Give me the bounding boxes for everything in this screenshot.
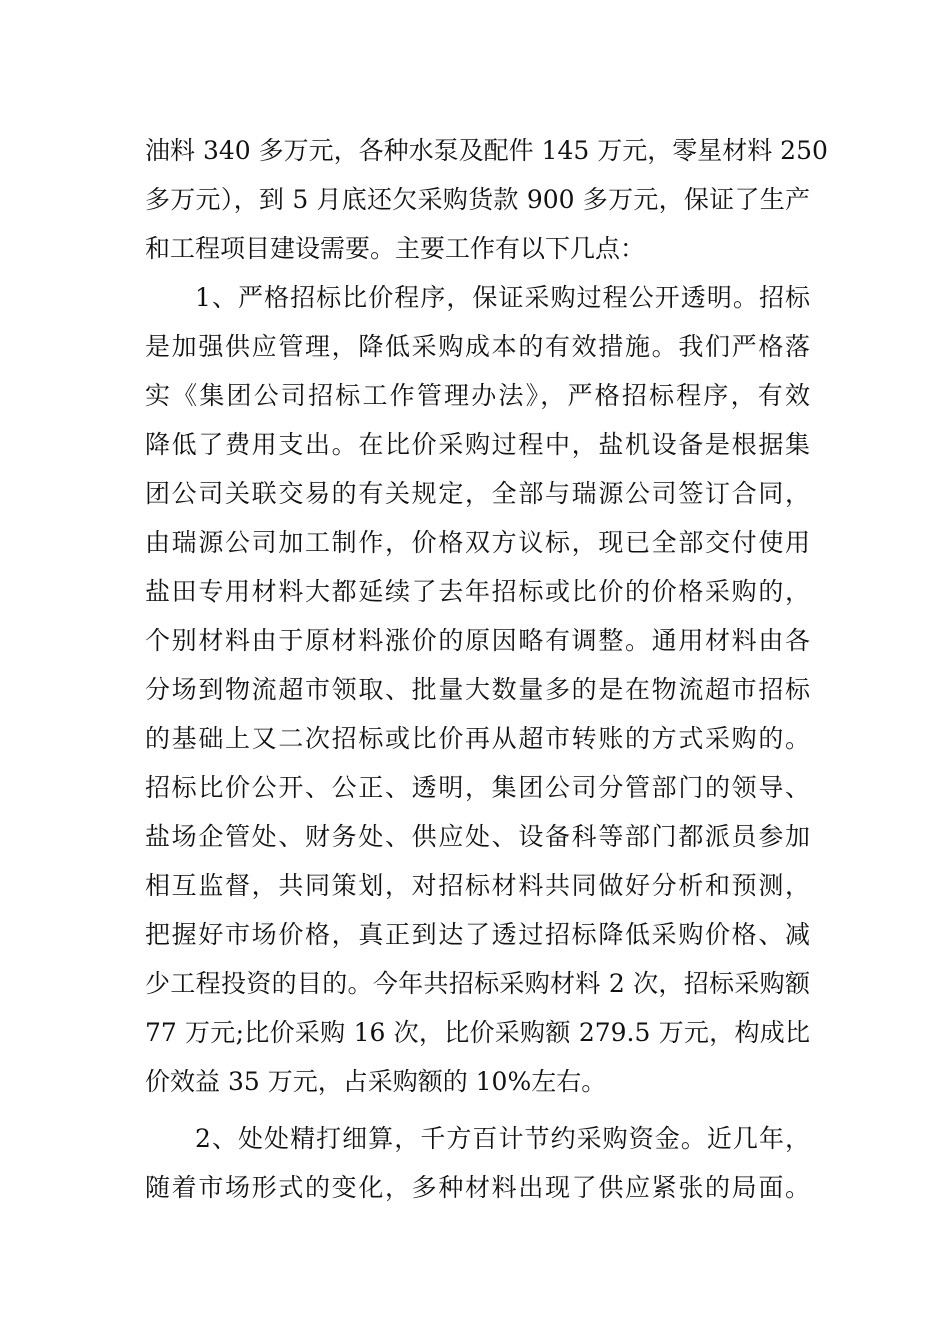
text-line: 少工程投资的目的。今年共招标采购材料 2 次，招标采购额 xyxy=(145,969,810,998)
text-line: 招标比价公开、公正、透明，集团公司分管部门的领导、 xyxy=(145,773,810,802)
text-line: 把握好市场价格，真正到达了透过招标降低采购价格、减 xyxy=(145,920,810,949)
paragraph-1-heading-line: 1、严格招标比价程序，保证采购过程公开透明。招标 xyxy=(195,283,810,312)
text-line: 油料 340 多万元，各种水泵及配件 145 万元，零星材料 250 xyxy=(145,136,828,165)
text-line: 分场到物流超市领取、批量大数量多的是在物流超市招标 xyxy=(145,675,810,704)
text-line: 随着市场形式的变化，多种材料出现了供应紧张的局面。 xyxy=(145,1173,810,1202)
body-text xyxy=(145,126,828,1212)
text-line: 个别材料由于原材料涨价的原因略有调整。通用材料由各 xyxy=(145,626,810,655)
text-line: 实《集团公司招标工作管理办法》，严格招标程序，有效 xyxy=(145,381,810,410)
text-line: 盐田专用材料大都延续了去年招标或比价的价格采购的， xyxy=(145,577,810,606)
text-line: 是加强供应管理，降低采购成本的有效措施。我们严格落 xyxy=(145,332,810,361)
text-line: 盐场企管处、财务处、供应处、设备科等部门都派员参加 xyxy=(145,822,810,851)
text-line: 降低了费用支出。在比价采购过程中，盐机设备是根据集 xyxy=(145,430,810,459)
text-line: 77 万元;比价采购 16 次，比价采购额 279.5 万元，构成比 xyxy=(145,1018,810,1047)
text-line: 多万元），到 5 月底还欠采购货款 900 多万元，保证了生产 xyxy=(145,185,810,214)
text-line: 和工程项目建设需要。主要工作有以下几点： xyxy=(145,234,646,263)
text-line: 相互监督，共同策划，对招标材料共同做好分析和预测， xyxy=(145,871,810,900)
text-line: 团公司关联交易的有关规定，全部与瑞源公司签订合同， xyxy=(145,479,810,508)
text-line: 由瑞源公司加工制作，价格双方议标，现已全部交付使用 xyxy=(145,528,810,557)
text-line: 价效益 35 万元，占采购额的 10%左右。 xyxy=(145,1067,607,1096)
text-line: 的基础上又二次招标或比价再从超市转账的方式采购的。 xyxy=(145,724,810,753)
paragraph-2-heading-line: 2、处处精打细算，千方百计节约采购资金。近几年， xyxy=(195,1124,810,1153)
paragraph-gap xyxy=(145,1106,810,1114)
